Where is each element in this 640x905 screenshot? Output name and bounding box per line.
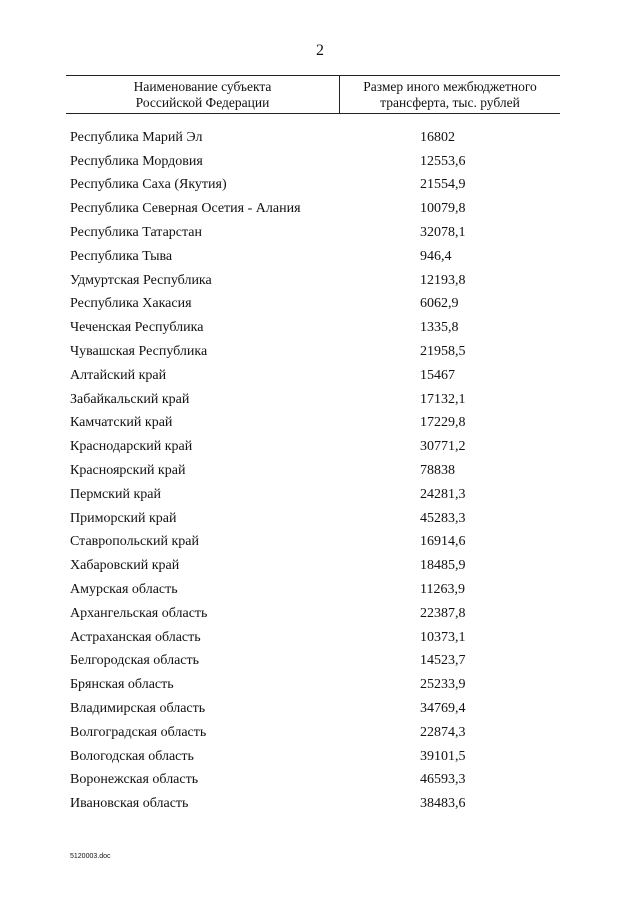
subject-name: Ивановская область	[70, 796, 189, 812]
transfer-amount: 10079,8	[420, 201, 466, 217]
subject-name: Камчатский край	[70, 415, 173, 431]
transfer-amount: 22874,3	[420, 724, 466, 740]
subject-name: Удмуртская Республика	[70, 272, 212, 288]
transfer-amount: 18485,9	[420, 558, 466, 574]
transfer-amount: 1335,8	[420, 320, 459, 336]
table-row	[70, 340, 560, 364]
table-row	[70, 650, 560, 674]
column-header-subject-line2: Российской Федерации	[135, 95, 270, 110]
transfer-amount: 21554,9	[420, 177, 466, 193]
table-row	[70, 745, 560, 769]
table-row	[70, 626, 560, 650]
table-row	[70, 316, 560, 340]
document-code: 5120003.doc	[70, 853, 111, 860]
subject-name: Забайкальский край	[70, 391, 190, 407]
subject-name: Приморский край	[70, 510, 177, 526]
table-row	[70, 197, 560, 221]
table-row	[70, 483, 560, 507]
subject-name: Алтайский край	[70, 367, 167, 383]
table-row	[70, 269, 560, 293]
transfer-amount: 12553,6	[420, 153, 466, 169]
table-row	[70, 459, 560, 483]
page-number: 2	[316, 42, 324, 59]
transfer-amount: 78838	[420, 463, 455, 479]
subject-name: Астраханская область	[70, 629, 201, 645]
subject-name: Брянская область	[70, 677, 174, 693]
subject-name: Амурская область	[70, 582, 178, 598]
transfer-amount: 16914,6	[420, 534, 466, 550]
subject-name: Краснодарский край	[70, 439, 193, 455]
table-row	[70, 126, 560, 150]
subject-name: Чеченская Республика	[70, 320, 204, 336]
subject-name: Республика Мордовия	[70, 153, 203, 169]
subject-name: Республика Марий Эл	[70, 129, 203, 145]
subject-name: Красноярский край	[70, 463, 186, 479]
table-row	[70, 245, 560, 269]
transfer-amount: 34769,4	[420, 701, 466, 717]
transfer-amount: 39101,5	[420, 748, 466, 764]
transfer-amount: 25233,9	[420, 677, 466, 693]
table-row	[70, 697, 560, 721]
column-header-amount-line2: трансферта, тыс. рублей	[380, 95, 520, 110]
table-row	[70, 769, 560, 793]
column-header-amount-line1: Размер иного межбюджетного	[363, 79, 537, 94]
transfer-amount: 22387,8	[420, 605, 466, 621]
table-row	[70, 364, 560, 388]
transfer-amount: 45283,3	[420, 510, 466, 526]
transfer-amount: 14523,7	[420, 653, 466, 669]
table-row	[70, 221, 560, 245]
column-header-subject-line1: Наименование субъекта	[133, 79, 272, 94]
transfer-amount: 17132,1	[420, 391, 466, 407]
transfer-amount: 17229,8	[420, 415, 466, 431]
subject-name: Республика Северная Осетия - Алания	[70, 201, 301, 217]
transfer-amount: 6062,9	[420, 296, 459, 312]
column-header-amount	[340, 76, 560, 113]
subject-name: Воронежская область	[70, 772, 199, 788]
column-header-subject	[66, 76, 340, 113]
subject-name: Республика Татарстан	[70, 225, 203, 241]
transfer-amount: 10373,1	[420, 629, 466, 645]
table-header	[66, 75, 560, 114]
subject-name: Республика Саха (Якутия)	[70, 177, 227, 193]
table-row	[70, 531, 560, 555]
transfer-amount: 24281,3	[420, 486, 466, 502]
subject-name: Чувашская Республика	[70, 344, 208, 360]
table-row	[70, 554, 560, 578]
subject-name: Владимирская область	[70, 701, 206, 717]
transfer-amount: 46593,3	[420, 772, 466, 788]
subject-name: Белгородская область	[70, 653, 200, 669]
table-body	[70, 126, 560, 816]
transfer-amount: 21958,5	[420, 344, 466, 360]
transfer-amount: 38483,6	[420, 796, 466, 812]
transfer-amount: 15467	[420, 367, 455, 383]
table-row	[70, 602, 560, 626]
subject-name: Республика Тыва	[70, 248, 173, 264]
transfer-amount: 16802	[420, 129, 455, 145]
transfer-amount: 30771,2	[420, 439, 466, 455]
subject-name: Пермский край	[70, 486, 161, 502]
table-row	[70, 150, 560, 174]
table-row	[70, 507, 560, 531]
subject-name: Вологодская область	[70, 748, 194, 764]
subject-name: Хабаровский край	[70, 558, 180, 574]
table-row	[70, 435, 560, 459]
transfer-amount: 11263,9	[420, 582, 465, 598]
subject-name: Республика Хакасия	[70, 296, 192, 312]
table-row	[70, 174, 560, 198]
table-row	[70, 673, 560, 697]
transfer-amount: 32078,1	[420, 225, 466, 241]
subject-name: Ставропольский край	[70, 534, 199, 550]
transfer-amount: 946,4	[420, 248, 452, 264]
table-row	[70, 412, 560, 436]
table-row	[70, 721, 560, 745]
table-row	[70, 792, 560, 816]
transfer-amount: 12193,8	[420, 272, 466, 288]
table-row	[70, 293, 560, 317]
table-row	[70, 388, 560, 412]
table-row	[70, 578, 560, 602]
subject-name: Волгоградская область	[70, 724, 207, 740]
subject-name: Архангельская область	[70, 605, 208, 621]
